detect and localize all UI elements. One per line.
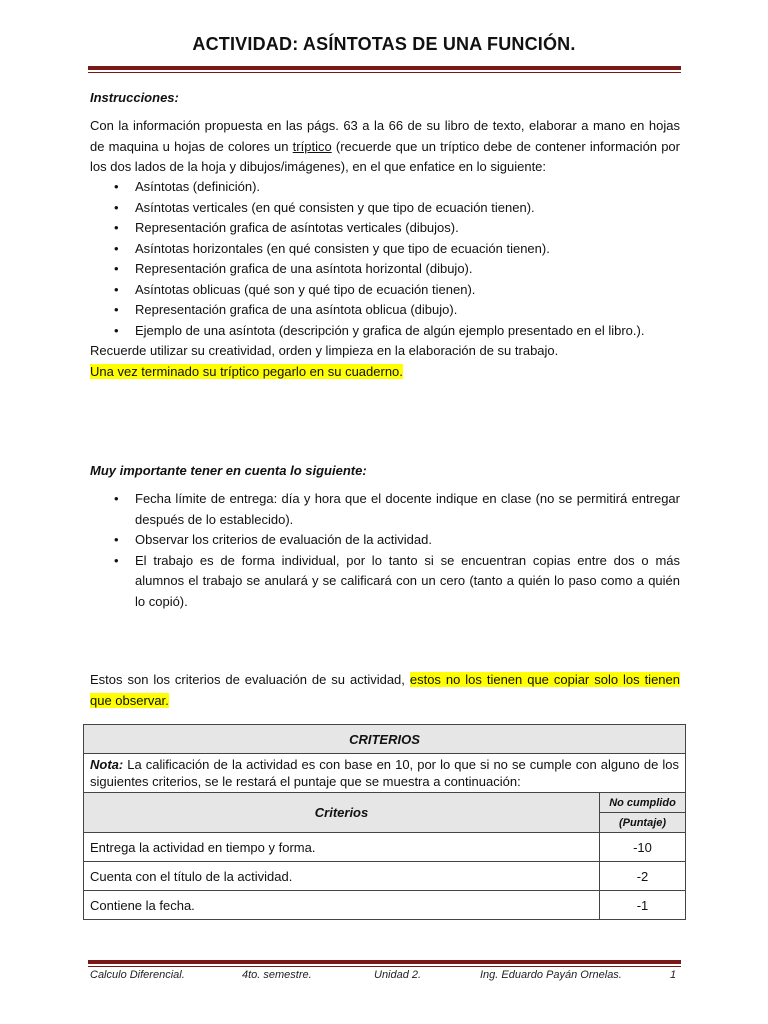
important-list	[90, 489, 680, 612]
table-row	[84, 862, 686, 891]
criteria-table	[83, 724, 686, 920]
bullet-icon: •	[114, 240, 119, 256]
list-item: • Asíntotas horizontales (en qué consisten y que tipo de ecuación tienen).	[90, 239, 680, 260]
criterion-cell: Cuenta con el título de la actividad.	[84, 862, 600, 891]
table-row	[84, 833, 686, 862]
criteria-intro: Estos son los criterios de evaluación de su actividad, estos no los tienen que copiar solo los tienen que observar.	[90, 672, 680, 708]
list-item: • Representación grafica de una asíntota horizontal (dibujo).	[90, 259, 680, 280]
bullet-icon: •	[114, 199, 119, 215]
table-row	[84, 891, 686, 920]
triptico-word: tríptico	[292, 138, 332, 154]
bullet-icon: •	[114, 220, 119, 235]
points-cell: -10	[600, 833, 686, 862]
footer-semester: 4to. semestre.	[242, 969, 312, 981]
points-cell: -1	[600, 891, 686, 920]
instructions-heading: Instrucciones:	[90, 90, 179, 105]
bullet-icon: •	[114, 179, 119, 194]
criterion-cell: Contiene la fecha.	[84, 891, 600, 920]
bullet-icon: •	[114, 302, 119, 317]
list-item: • Representación grafica de asíntotas verticales (dibujos).	[90, 218, 680, 239]
column-header-points: (Puntaje)	[600, 813, 686, 833]
bullet-icon: •	[114, 261, 119, 276]
important-heading: Muy importante tener en cuenta lo siguiente:	[90, 463, 367, 478]
footer-teacher: Ing. Eduardo Payán Ornelas.	[480, 969, 622, 981]
bullet-icon: •	[114, 532, 119, 547]
list-item: • Asíntotas verticales (en qué consisten y que tipo de ecuación tienen).	[90, 198, 680, 219]
footer-unit: Unidad 2.	[374, 969, 422, 981]
highlighted-note: Una vez terminado su tríptico pegarlo en su cuaderno.	[90, 364, 403, 379]
reminder-text: Recuerde utilizar su creatividad, orden y limpieza en la elaboración de su trabajo.	[90, 343, 559, 358]
table-note: Nota: La calificación de la actividad es con base en 10, por lo que si no se cumple con alguno de los siguientes criterios, se le restará el puntaje que se muestra a continuación:	[84, 754, 686, 793]
list-item: • El trabajo es de forma individual, por lo tanto si se encuentran copias entre dos o más alumnos el trabajo se anulará y se calificará con un cero (tanto a quién lo paso como a quién lo copió).	[114, 552, 680, 609]
instructions-intro	[90, 116, 680, 178]
footer-page-number: 1	[670, 969, 677, 981]
column-header-not-met: No cumplido	[600, 793, 686, 813]
column-header-criteria: Criterios	[84, 793, 600, 833]
criterion-cell: Entrega la actividad en tiempo y forma.	[84, 833, 600, 862]
intro-text-end: (recuerde que un tríptico debe de contener información por los dos lados de la hoja y dibujos/imágenes), en el que enfatice en lo siguiente:	[90, 138, 680, 174]
list-item: • Asíntotas oblicuas (qué son y qué tipo de ecuación tienen).	[90, 280, 680, 301]
list-item: • Fecha límite de entrega: día y hora que el docente indique en clase (no se permitirá entregar después de lo establecido).	[114, 491, 680, 527]
bullet-icon: •	[114, 552, 119, 568]
footer-rule	[88, 960, 681, 967]
points-cell: -2	[600, 862, 686, 891]
footer-course: Calculo Diferencial.	[90, 969, 185, 981]
bullet-icon: •	[114, 281, 119, 297]
header-rule	[88, 66, 681, 73]
list-item: • Representación grafica de una asíntota oblicua (dibujo).	[90, 300, 680, 321]
list-item: • Observar los criterios de evaluación de la actividad.	[90, 530, 680, 551]
instructions-list	[90, 177, 680, 341]
intro-text-start: Con la información propuesta en las págs. 63 a la 66 de su libro de texto, elaborar a mano en hojas de maquina u hojas de colores un	[90, 118, 680, 154]
criteria-highlight: estos no los tienen que copiar solo los tienen que observar.	[90, 672, 680, 708]
table-section-title: CRITERIOS	[84, 725, 686, 754]
list-item: • Ejemplo de una asíntota (descripción y grafica de algún ejemplo presentado en el libro.).	[90, 321, 680, 342]
bullet-icon: •	[114, 322, 119, 338]
document-title: ACTIVIDAD: ASÍNTOTAS DE UNA FUNCIÓN.	[192, 34, 576, 54]
bullet-icon: •	[114, 491, 119, 506]
list-item: • Asíntotas (definición).	[90, 177, 680, 198]
